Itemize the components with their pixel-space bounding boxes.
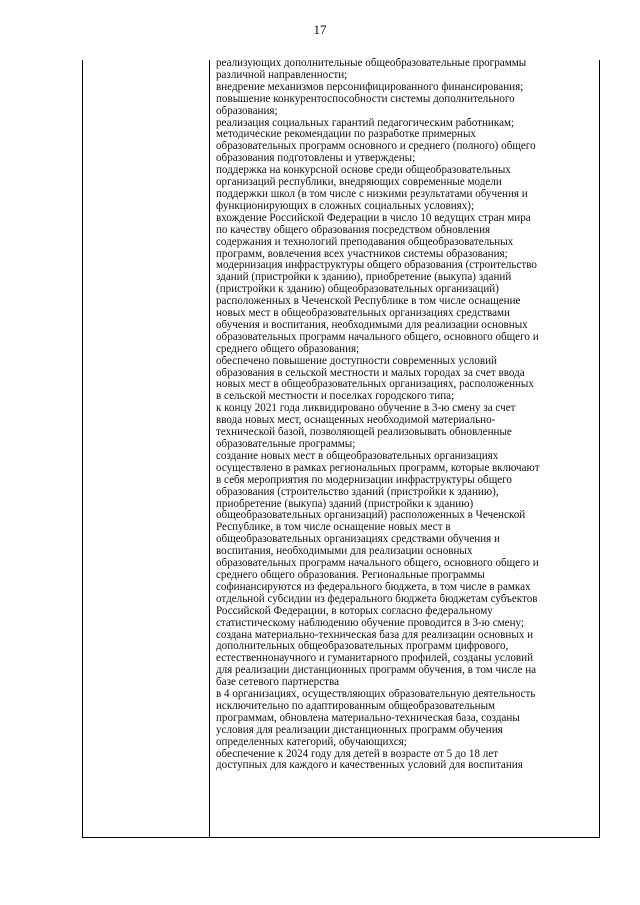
- text-line: к концу 2021 года ликвидировано обучение в 3-ю смену за счет: [216, 403, 516, 415]
- text-line: в 4 организациях, осуществляющих образовательную деятельность: [216, 689, 536, 701]
- table-right-cell-text: [216, 58, 595, 772]
- text-line: методические рекомендации по разработке примерных: [216, 129, 476, 141]
- text-line: по качеству общего образования посредством обновления: [216, 224, 491, 236]
- text-line: условия для реализации дистанционных программ обучения: [216, 724, 503, 736]
- text-line: образования (строительство зданий (пристройки к зданию),: [216, 486, 499, 498]
- text-line: новых мест в общеобразовательных организациях средствами: [216, 308, 510, 320]
- text-line: обеспечено повышение доступности современных условий: [216, 355, 497, 367]
- text-line: создана материально-техническая база для реализации основных и: [216, 629, 534, 641]
- text-line: отдельной субсидии из федерального бюджета бюджетам субъектов: [216, 593, 538, 605]
- text-line: (пристройки к зданию) общеобразовательных организаций): [216, 284, 499, 296]
- text-line: образования в сельской местности и малых городах за счет ввода: [216, 367, 525, 379]
- text-line: образовательных программ начального общего, основного общего и: [216, 558, 539, 570]
- text-line: общеобразовательных организациях средствами обучения и: [216, 534, 500, 546]
- text-line: расположенных в Чеченской Республике в том числе оснащение: [216, 296, 521, 308]
- text-line: естественнонаучного и гуманитарного профилей, созданы условий: [216, 653, 534, 665]
- text-line: внедрение механизмов персонифицированного финансирования;: [216, 81, 524, 93]
- text-line: новых мест в общеобразовательных организациях, расположенных: [216, 379, 534, 391]
- text-line: софинансируются из федерального бюджета, в том числе в рамках: [216, 581, 531, 593]
- text-line: обеспечение к 2024 году для детей в возрасте от 5 до 18 лет: [216, 748, 499, 760]
- text-line: среднего общего образования. Региональные программы: [216, 569, 485, 581]
- text-line: программам, обновлена материально-техническая база, созданы: [216, 712, 520, 724]
- text-line: общеобразовательных организаций) расположенных в Чеченской: [216, 510, 526, 522]
- text-line: реализация социальных гарантий педагогическим работникам;: [216, 117, 515, 129]
- text-line: образовательных программ основного и среднего (полного) общего: [216, 141, 536, 153]
- text-line: организаций республики, внедряющих современные модели: [216, 177, 502, 189]
- text-line: ввода новых мест, оснащенных необходимой материально-: [216, 415, 496, 427]
- text-line: поддержки школ (в том числе с низкими результатами обучения и: [216, 188, 528, 200]
- text-line: дополнительных общеобразовательных программ цифрового,: [216, 641, 509, 653]
- text-line: образования;: [216, 105, 278, 117]
- text-line: приобретение (выкупа) зданий (пристройки к зданию): [216, 498, 474, 510]
- text-line: исключительно по адаптированным общеобразовательным: [216, 700, 496, 712]
- text-line: доступных для каждого и качественных условий для воспитания: [216, 760, 523, 772]
- text-line: технической базой, позволяющей реализовывать обновленные: [216, 427, 512, 439]
- text-line: повышение конкурентоспособности системы дополнительного: [216, 93, 515, 105]
- text-line: для реализации дистанционных программ обучения, в том числе на: [216, 665, 537, 677]
- text-line: поддержка на конкурсной основе среди общеобразовательных: [216, 165, 511, 177]
- text-line: образования подготовлены и утверждены;: [216, 153, 416, 165]
- text-line: Республике, в том числе оснащение новых мест в: [216, 522, 451, 534]
- text-line: в себя мероприятия по модернизации инфраструктуры общего: [216, 474, 512, 486]
- text-line: базе сетевого партнерства: [216, 677, 340, 689]
- page-number: 17: [313, 22, 327, 37]
- text-line: статистическому наблюдению обучение проводится в 3-ю смену;: [216, 617, 525, 629]
- text-line: Российской Федерации, в которых согласно федеральному: [216, 605, 493, 617]
- text-line: образовательных программ начального общего, основного общего и: [216, 331, 539, 343]
- text-line: зданий (пристройки к зданию), приобретение (выкупа) зданий: [216, 272, 512, 284]
- text-line: реализующих дополнительные общеобразовательные программы: [216, 58, 527, 69]
- text-line: определенных категорий, обучающихся;: [216, 736, 407, 748]
- text-line: обучения и воспитания, необходимыми для реализации основных: [216, 319, 528, 331]
- table-left-column: [209, 60, 210, 837]
- text-line: в сельской местности и поселках городского типа;: [216, 391, 455, 403]
- document-table: [82, 60, 600, 838]
- text-line: модернизация инфраструктуры общего образования (строительство: [216, 260, 537, 272]
- text-line: вхождение Российской Федерации в число 10 ведущих стран мира: [216, 212, 531, 224]
- text-line: образовательные программы;: [216, 439, 356, 450]
- text-line: воспитания, необходимыми для реализации основных: [216, 546, 473, 558]
- text-line: среднего общего образования;: [216, 343, 360, 355]
- text-line: осуществлено в рамках региональных программ, которые включают: [216, 462, 540, 474]
- text-line: создание новых мест в общеобразовательных организациях: [216, 450, 499, 462]
- text-line: программ, вовлечения всех участников системы образования;: [216, 248, 508, 260]
- text-line: содержания и технологий преподавания общеобразовательных: [216, 236, 514, 248]
- text-line: различной направленности;: [216, 69, 348, 81]
- text-line: функционирующих в сложных социальных условиях);: [216, 200, 475, 212]
